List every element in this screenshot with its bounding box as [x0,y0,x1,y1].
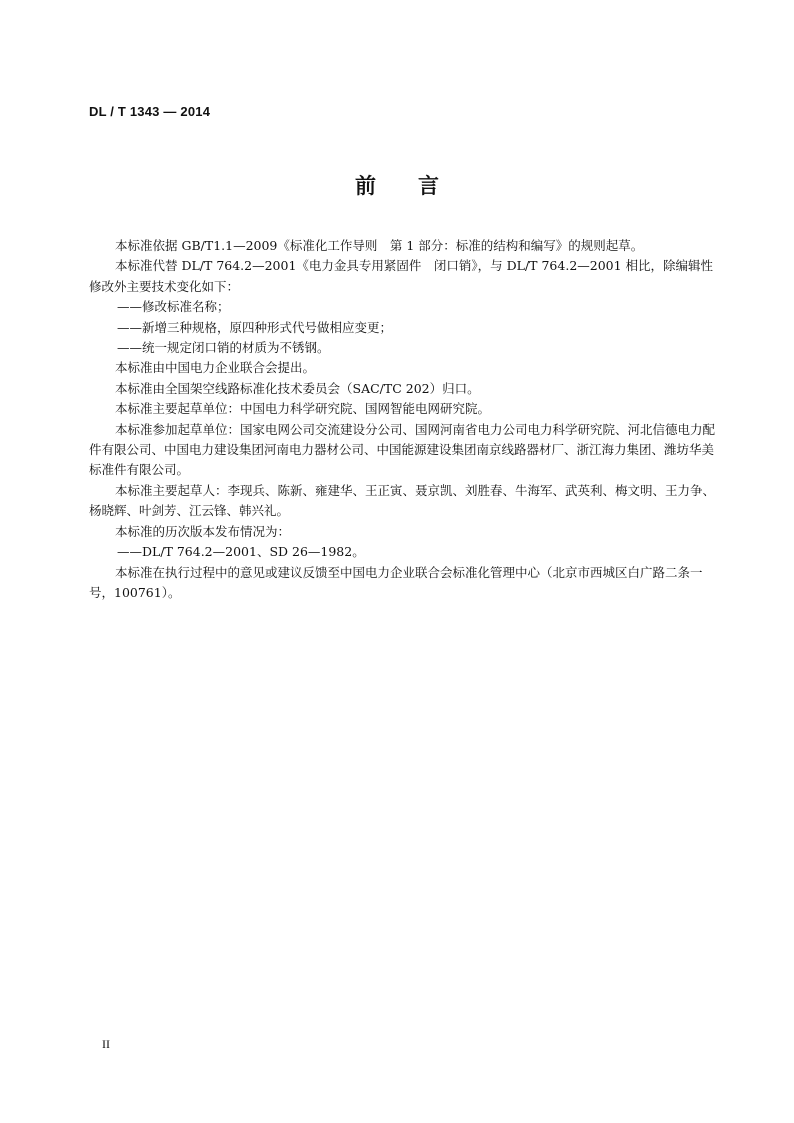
change-item-3: ——统一规定闭口销的材质为不锈钢。 [117,340,330,356]
standard-number-header: DL / T 1343 — 2014 [89,104,211,119]
page-title [0,170,794,200]
paragraph-main-drafting-units: 本标准主要起草单位：中国电力科学研究院、国网智能电网研究院。 [115,401,491,417]
paragraph-feedback: 本标准在执行过程中的意见或建议反馈至中国电力企业联合会标准化管理中心（北京市西城区白广路二条一号，100761）。 [89,564,703,600]
paragraph-administered-by: 本标准由全国架空线路标准化技术委员会（SAC/TC 202）归口。 [115,380,480,396]
change-item-1: ——修改标准名称； [117,299,230,315]
change-item-2: ——新增三种规格，原四种形式代号做相应变更； [117,319,393,335]
paragraph-proposed-by: 本标准由中国电力企业联合会提出。 [115,360,316,376]
paragraph-main-drafters: 本标准主要起草人：李现兵、陈新、雍建华、王正寅、聂京凯、刘胜春、牛海军、武英利、梅文明、王力争、杨晓辉、叶剑芳、江云锋、韩兴礼。 [89,482,716,519]
paragraph-replacement-note: 本标准代替 DL/T 764.2—2001《电力金具专用紧固件 闭口销》，与 DL/T 764.2—2001 相比，除编辑性修改外主要技术变化如下： [89,258,714,294]
title-char-1: 前 [355,174,376,198]
title-char-2: 言 [418,174,439,198]
paragraph-version-history: 本标准的历次版本发布情况为： [115,523,291,539]
paragraph-participating-units: 本标准参加起草单位：国家电网公司交流建设分公司、国网河南省电力公司电力科学研究院、河北信德电力配件有限公司、中国电力建设集团河南电力器材公司、中国能源建设集团南京线路器材厂、浙江海力集团、潍坊华美标准件有限公司。 [89,421,716,478]
page-number: II [102,1037,110,1051]
paragraph-drafting-basis: 本标准依据 GB/T1.1—2009《标准化工作导则 第 1 部分：标准的结构和编写》的规则起草。 [115,238,644,253]
version-history-item: ——DL/T 764.2—2001、SD 26—1982。 [117,544,365,560]
foreword-body [89,236,719,603]
